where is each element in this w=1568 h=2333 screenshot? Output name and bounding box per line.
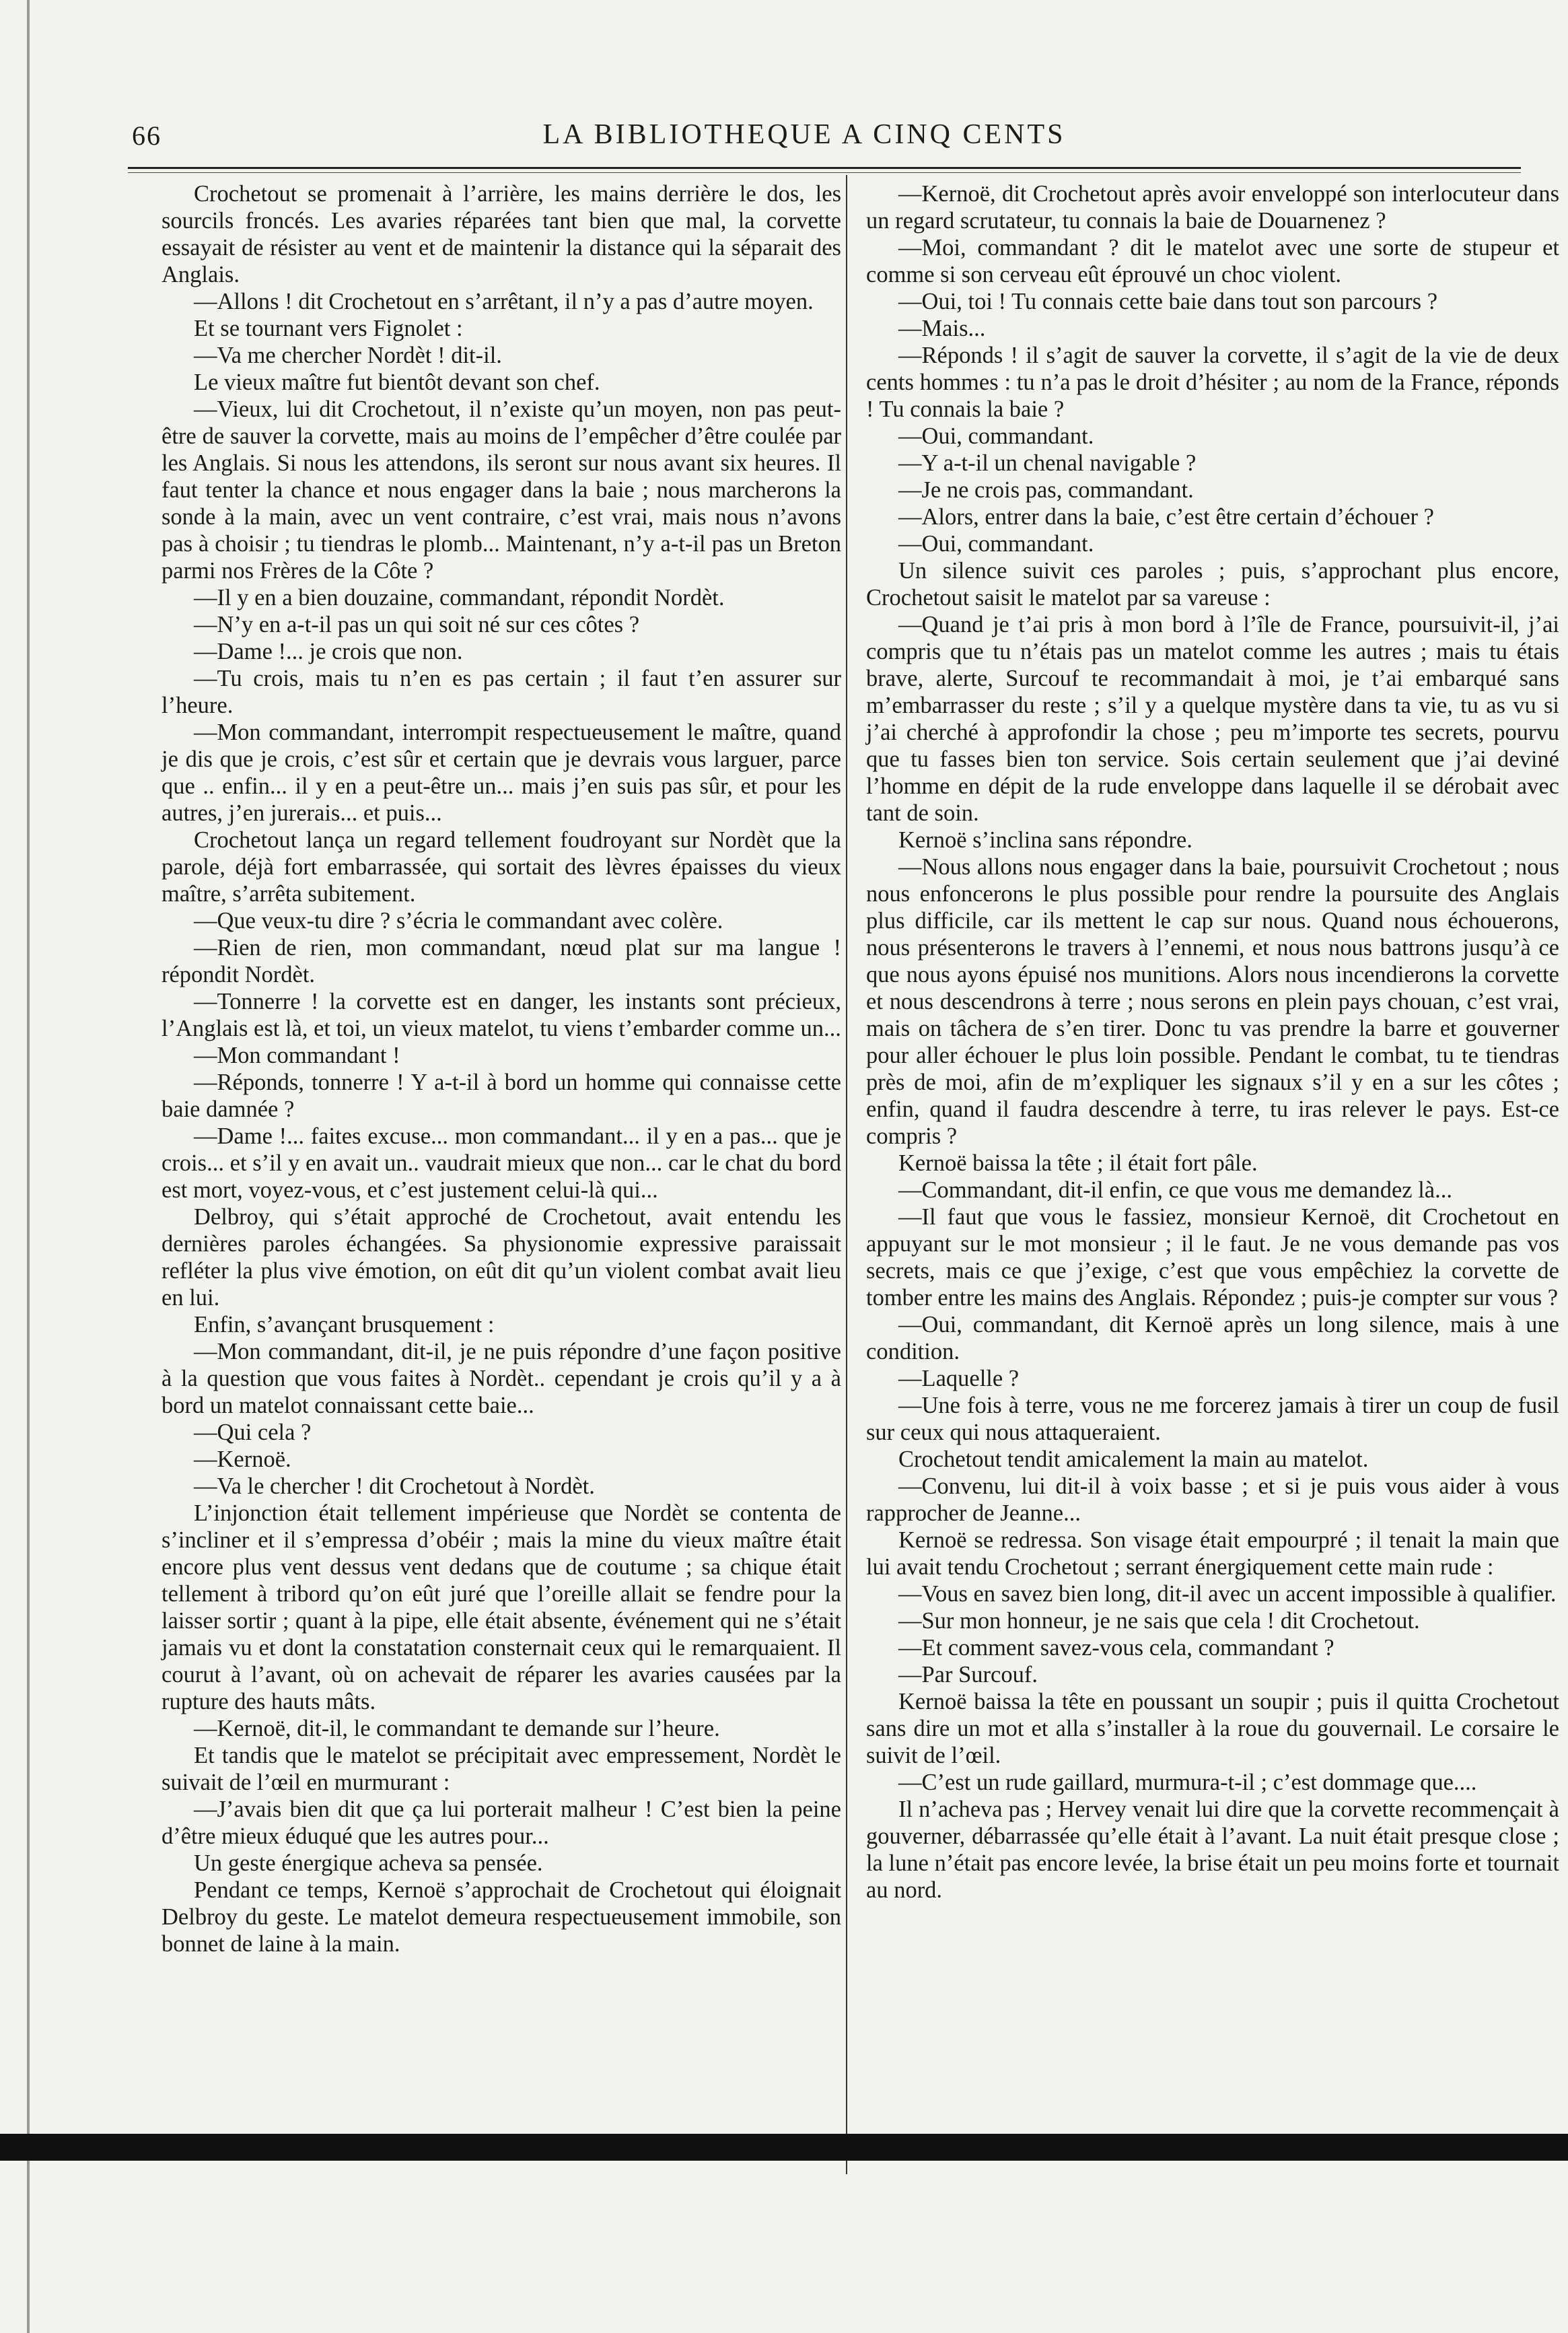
paragraph: —Une fois à terre, vous ne me forcerez jamais à tirer un coup de fusil sur ceux qui nous attaqueraient. — [866, 1393, 1559, 1445]
paragraph: —Sur mon honneur, je ne sais que cela ! dit Crochetout. — [898, 1608, 1420, 1634]
paragraph: —Kernoë, dit Crochetout après avoir enveloppé son interlocuteur dans un regard scrutateur, tu connais la baie de Douarnenez ? — [866, 181, 1559, 234]
paragraph: —Oui, commandant. — [898, 423, 1094, 449]
paragraph: Et se tournant vers Fignolet : — [194, 316, 463, 341]
paragraph: —Dame !... faites excuse... mon commandant... il y en a pas... que je crois... et s’il y en avait un.. vaudrait mieux que non... car le chat du bord est mort, voyez-vous, et c’est justement celui-là qui... — [162, 1123, 841, 1203]
paragraph: Un geste énergique acheva sa pensée. — [194, 1850, 543, 1876]
paragraph: —Mon commandant ! — [194, 1043, 400, 1068]
header-rule-thin — [128, 172, 1521, 173]
paragraph: —C’est un rude gaillard, murmura-t-il ; c’est dommage que.... — [898, 1770, 1477, 1795]
paragraph: —Réponds, tonnerre ! Y a-t-il à bord un homme qui connaisse cette baie damnée ? — [162, 1070, 841, 1122]
paragraph: Crochetout lança un regard tellement foudroyant sur Nordèt que la parole, déjà fort embarrassée, qui sortait des lèvres épaisses du vieux maître, s’arrêta subitement. — [162, 827, 841, 907]
paragraph: —Dame !... je crois que non. — [194, 639, 463, 664]
bottom-scan-border — [0, 2134, 1568, 2161]
paragraph: —Va le chercher ! dit Crochetout à Nordèt. — [194, 1473, 595, 1499]
paragraph: Crochetout tendit amicalement la main au matelot. — [898, 1447, 1369, 1472]
paragraph: —Qui cela ? — [194, 1420, 312, 1445]
paragraph: —Oui, toi ! Tu connais cette baie dans tout son parcours ? — [898, 289, 1438, 314]
paragraph: —Vous en savez bien long, dit-il avec un accent impossible à qualifier. — [898, 1581, 1557, 1607]
paragraph: Kernoë s’inclina sans répondre. — [898, 827, 1192, 853]
paragraph: —Il faut que vous le fassiez, monsieur Kernoë, dit Crochetout en appuyant sur le mot monsieur ; il le faut. Je ne vous demande pas vos secrets, mais ce que j’exige, c’est que vous empêchiez la corvette de tomber entre les mains des Anglais. Répondez ; puis-je compter sur vous ? — [866, 1204, 1559, 1311]
paragraph: —Oui, commandant, dit Kernoë après un long silence, mais à une condition. — [866, 1312, 1559, 1364]
paragraph: —Oui, commandant. — [898, 531, 1094, 557]
paragraph: —Nous allons nous engager dans la baie, poursuivit Crochetout ; nous nous enfoncerons le plus possible pour rendre la poursuite des Anglais plus difficile, car ils mettent le cap sur nous. Quand nous échouerons, nous présenterons le travers à l’ennemi, et nous nous battrons jusqu’à ce que nous ayons épuisé nos munitions. Alors nous incendierons la corvette et nous descendrons à terre ; nous serons en plein pays chouan, c’est vrai, mais on tâchera de s’en tirer. Donc tu vas prendre la barre et gouverner pour aller échouer le plus loin possible. Pendant le combat, tu te tiendras près de moi, afin de m’expliquer les signaux s’il y en a sur les côtes ; enfin, quand il faudra descendre à terre, tu iras relever le pays. Est-ce compris ? — [866, 854, 1559, 1149]
paragraph: —Alors, entrer dans la baie, c’est être certain d’échouer ? — [898, 504, 1434, 530]
paragraph: —Réponds ! il s’agit de sauver la corvette, il s’agit de la vie de deux cents hommes : tu n’a pas le droit d’hésiter ; au nom de la France, réponds ! Tu connais la baie ? — [866, 343, 1559, 422]
document-page — [87, 101, 1559, 2241]
paragraph: Enfin, s’avançant brusquement : — [194, 1312, 495, 1337]
paragraph: Pendant ce temps, Kernoë s’approchait de Crochetout qui éloignait Delbroy du geste. Le matelot demeura respectueusement immobile, son bonnet de laine à la main. — [162, 1877, 841, 1957]
paragraph: —Y a-t-il un chenal navigable ? — [898, 450, 1197, 476]
right-column — [866, 180, 1559, 1904]
paragraph: —Commandant, dit-il enfin, ce que vous me demandez là... — [898, 1177, 1452, 1203]
paragraph: —Vieux, lui dit Crochetout, il n’existe qu’un moyen, non pas peut-être de sauver la corvette, mais au moins de l’empêcher d’être coulée par les Anglais. Si nous les attendons, ils seront sur nous avant six heures. Il faut tenter la chance et nous engager dans la baie ; nous marcherons la sonde à la main, avec un vent contraire, c’est vrai, mais nous n’avons pas à choisir ; tu tiendras le plomb... Maintenant, n’y a-t-il pas un Breton parmi nos Frères de la Côte ? — [162, 396, 841, 584]
page-header — [87, 114, 1521, 168]
paragraph: —Que veux-tu dire ? s’écria le commandant avec colère. — [194, 908, 723, 934]
paragraph: Crochetout se promenait à l’arrière, les mains derrière le dos, les sourcils froncés. Les avaries réparées tant bien que mal, la corvette essayait de résister au vent et de maintenir la distance qui la séparait des Anglais. — [162, 181, 841, 287]
paragraph: —Rien de rien, mon commandant, nœud plat sur ma langue ! répondit Nordèt. — [162, 935, 841, 987]
paragraph: —Tu crois, mais tu n’en es pas certain ; il faut t’en assurer sur l’heure. — [162, 666, 841, 718]
paragraph: Kernoë baissa la tête ; il était fort pâle. — [898, 1150, 1258, 1176]
page-edge-shadow — [27, 0, 30, 2333]
paragraph: —Mon commandant, interrompit respectueusement le maître, quand je dis que je crois, c’est sûr et certain que je devrais vous larguer, parce que .. enfin... il y en a peut-être un... mais j’en suis pas sûr, et pour les autres, j’en jurerais... et puis... — [162, 720, 841, 826]
paragraph: —Je ne crois pas, commandant. — [898, 477, 1194, 503]
paragraph: Delbroy, qui s’était approché de Crochetout, avait entendu les dernières paroles échangées. Sa physionomie expressive paraissait refléter la plus vive émotion, on eût dit qu’un violent combat avait lieu en lui. — [162, 1204, 841, 1311]
paragraph: —Quand je t’ai pris à mon bord à l’île de France, poursuivit-il, j’ai compris que tu n’étais pas un matelot comme les autres ; mais tu étais brave, alerte, Surcouf te recommandait à moi, je t’ai embarqué sans m’embarrasser du reste ; s’il y a quelque mystère dans ta vie, tu as vu si j’ai cherché à approfondir la chose ; peu m’importe tes secrets, pourvu que tu fasses bien ton service. Sois certain seulement que j’ai deviné l’homme en dépit de la rude enveloppe dans laquelle il se dérobait avec tant de soin. — [866, 612, 1559, 826]
paragraph: —Par Surcouf. — [898, 1662, 1038, 1687]
paragraph: Il n’acheva pas ; Hervey venait lui dire que la corvette recommençait à gouverner, débarrassée qu’elle était à l’avant. La nuit était presque close ; la lune n’était pas encore levée, la brise était un peu moins forte et tournait au nord. — [866, 1797, 1559, 1903]
paragraph: —Tonnerre ! la corvette est en danger, les instants sont précieux, l’Anglais est là, et toi, un vieux matelot, tu viens t’embarder comme un... — [162, 989, 841, 1041]
paragraph: —Mais... — [898, 316, 986, 341]
paragraph: —Convenu, lui dit-il à voix basse ; et si je puis vous aider à vous rapprocher de Jeanne... — [866, 1473, 1559, 1526]
paragraph: —Laquelle ? — [898, 1366, 1020, 1391]
header-rule — [128, 167, 1521, 169]
paragraph: —Moi, commandant ? dit le matelot avec une sorte de stupeur et comme si son cerveau eût éprouvé un choc violent. — [866, 235, 1559, 287]
running-title: LA BIBLIOTHEQUE A CINQ CENTS — [542, 119, 1066, 150]
page-number: 66 — [132, 120, 162, 151]
paragraph: Un silence suivit ces paroles ; puis, s’approchant plus encore, Crochetout saisit le matelot par sa vareuse : — [866, 558, 1559, 611]
paragraph: Kernoë se redressa. Son visage était empourpré ; il tenait la main que lui avait tendu Crochetout ; serrant énergiquement cette main rude : — [866, 1527, 1559, 1580]
paragraph: Kernoë baissa la tête en poussant un soupir ; puis il quitta Crochetout sans dire un mot et alla s’installer à la roue du gouvernail. Le corsaire le suivit de l’œil. — [866, 1689, 1559, 1768]
paragraph: —J’avais bien dit que ça lui porterait malheur ! C’est bien la peine d’être mieux éduqué que les autres pour... — [162, 1797, 841, 1849]
column-divider — [846, 175, 847, 2174]
paragraph: —Il y en a bien douzaine, commandant, répondit Nordèt. — [194, 585, 725, 611]
paragraph: —Kernoë. — [194, 1447, 291, 1472]
left-column — [162, 180, 841, 1957]
paragraph: —Kernoë, dit-il, le commandant te demande sur l’heure. — [194, 1716, 720, 1741]
paragraph: Le vieux maître fut bientôt devant son chef. — [194, 370, 600, 395]
paragraph: —Et comment savez-vous cela, commandant ? — [898, 1635, 1334, 1661]
paragraph: —Allons ! dit Crochetout en s’arrêtant, il n’y a pas d’autre moyen. — [194, 289, 814, 314]
paragraph: —Va me chercher Nordèt ! dit-il. — [194, 343, 502, 368]
paragraph: L’injonction était tellement impérieuse que Nordèt se contenta de s’incliner et il s’empressa d’obéir ; mais la mine du vieux maître était encore plus vent dessus vent dedans que de coutume ; sa chique était tellement à tribord qu’on eût juré que l’oreille allait se fendre pour la laisser sortir ; quant à la pipe, elle était absente, événement qui ne s’était jamais vu et dont la constatation consternait ceux qui le remarquaient. Il courut à l’avant, où on achevait de réparer les avaries causées par la rupture des hauts mâts. — [162, 1500, 841, 1714]
paragraph: Et tandis que le matelot se précipitait avec empressement, Nordèt le suivait de l’œil en murmurant : — [162, 1743, 841, 1795]
paragraph: —N’y en a-t-il pas un qui soit né sur ces côtes ? — [194, 612, 640, 637]
paragraph: —Mon commandant, dit-il, je ne puis répondre d’une façon positive à la question que vous faites à Nordèt.. cependant je crois qu’il y a à bord un matelot connaissant cette baie... — [162, 1339, 841, 1418]
